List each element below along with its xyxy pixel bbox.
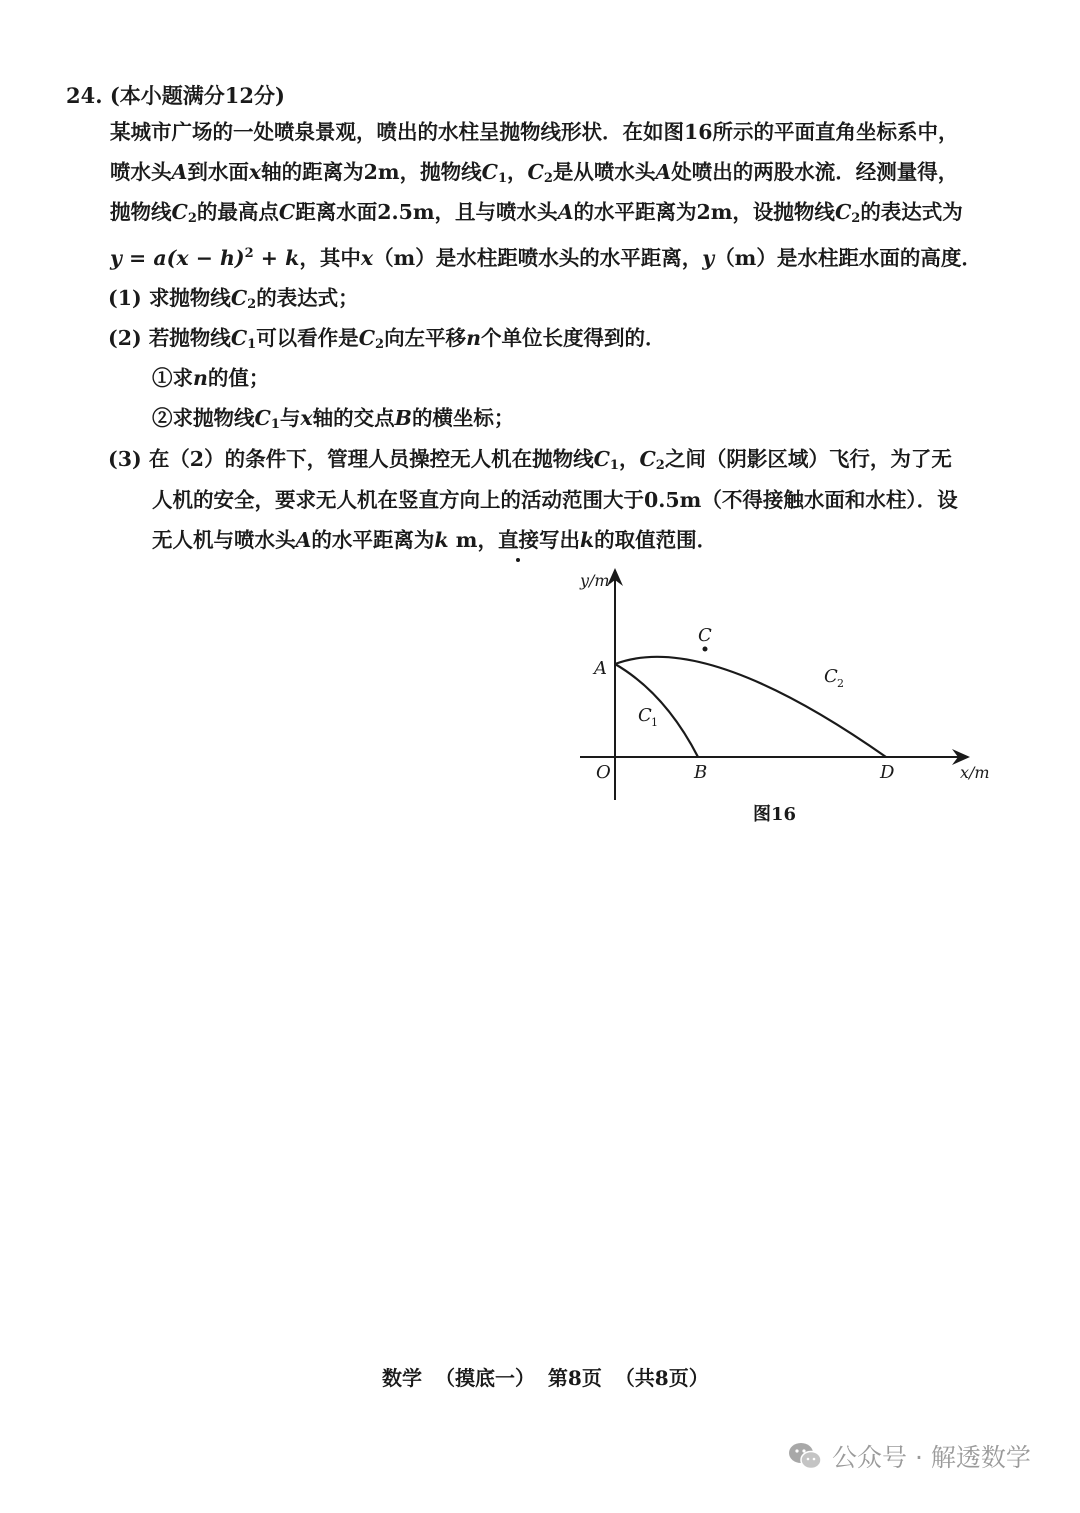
text: 求抛物线	[148, 286, 231, 310]
y-axis-label: y/m	[580, 571, 610, 590]
text: 的值；	[207, 366, 270, 390]
x-axis-label: x/m	[960, 763, 990, 782]
text: 向左平移	[384, 326, 467, 350]
text: 的最高点	[196, 200, 279, 224]
point-d-label: D	[880, 762, 895, 783]
symbol-A: A	[655, 160, 672, 184]
coordinate-figure	[570, 560, 1000, 800]
symbol-C: C	[254, 406, 271, 430]
subscript: 2	[851, 211, 861, 226]
formula: + k	[253, 246, 300, 270]
origin-label: O	[596, 762, 611, 783]
symbol-k: k	[579, 528, 595, 552]
part-label: (1)	[108, 286, 142, 310]
part-1	[108, 284, 359, 319]
intro-line-4	[110, 240, 1020, 272]
intro-line-2	[110, 158, 1020, 193]
text: 的横坐标；	[411, 406, 515, 430]
text: 的表达式为	[860, 200, 963, 224]
text: 若抛物线	[148, 326, 231, 350]
text: 到水面	[187, 160, 249, 184]
symbol-n: n	[466, 326, 481, 350]
text: 在（2）的条件下，管理人员操控无人机在抛物线	[148, 447, 594, 471]
text: 抛物线	[110, 200, 172, 224]
text: 轴的距离为2m，抛物线	[261, 160, 482, 184]
text: 与	[279, 406, 301, 430]
symbol-n: n	[193, 366, 208, 390]
wechat-icon	[788, 1441, 822, 1471]
curve-c2-subscript: 2	[837, 677, 844, 690]
part-2	[108, 324, 665, 359]
text: 无人机与喷水头	[152, 528, 296, 552]
point-b-label: B	[694, 762, 708, 783]
symbol-A: A	[557, 200, 574, 224]
text: 的表达式；	[256, 286, 359, 310]
point-c-label: C	[698, 625, 712, 646]
page-footer: 数学 （摸底一） 第8页 （共8页）	[382, 1366, 709, 1390]
text: 距离水面2.5m，且与喷水头	[295, 200, 558, 224]
text: 人机的安全，要求无人机在竖直方向上的活动范围大于0.5m（不得接触水面和水柱）．设	[152, 488, 958, 512]
symbol-C: C	[593, 447, 610, 471]
subscript: 1	[247, 337, 257, 352]
symbol-A: A	[295, 528, 312, 552]
symbol-C: C	[834, 200, 852, 224]
symbol-C: C	[171, 200, 188, 224]
text: 的水平距离为	[311, 528, 435, 552]
text: ②求抛物线	[152, 406, 255, 430]
text: ，其中	[299, 246, 361, 270]
curve-c2	[615, 657, 886, 757]
symbol-B: B	[394, 406, 412, 430]
symbol-A: A	[171, 160, 188, 184]
symbol-x: x	[300, 406, 313, 430]
symbol-C: C	[481, 160, 498, 184]
curve-c1-label: C	[638, 705, 652, 726]
text: 轴的交点	[312, 406, 395, 430]
text: 的水平距离为2m，设抛物线	[573, 200, 835, 224]
watermark-text: 公众号 · 解透数学	[832, 1443, 1031, 1472]
subscript: 1	[497, 171, 507, 186]
part-2-sub-2	[152, 404, 514, 439]
intro-text: 某城市广场的一处喷泉景观，喷出的水柱呈抛物线形状．在如图16所示的平面直角坐标系中，	[110, 120, 959, 144]
symbol-y: y	[702, 246, 715, 270]
symbol-C: C	[639, 447, 656, 471]
subscript: 2	[543, 171, 553, 186]
point-a-label: A	[594, 658, 607, 679]
part-3-line-1	[108, 445, 952, 480]
part-3-line-3	[152, 526, 717, 554]
text: ，	[506, 160, 528, 184]
watermark	[788, 1438, 1031, 1474]
symbol-k: k	[434, 528, 449, 552]
subscript: 2	[655, 458, 665, 473]
intro-line-3	[110, 198, 1020, 233]
question-header: 24. (本小题满分12分)	[66, 83, 285, 108]
symbol-x: x	[248, 160, 262, 184]
text: 可以看作是	[256, 326, 359, 350]
symbol-x: x	[360, 246, 374, 270]
point-c-dot	[703, 647, 708, 652]
superscript: 2	[244, 246, 254, 261]
text: （m）是水柱距水面的高度．	[714, 246, 982, 270]
part-2-sub-1	[152, 364, 269, 392]
symbol-C: C	[527, 160, 544, 184]
text: ，	[618, 447, 640, 471]
text: 的取值范围．	[594, 528, 718, 552]
text: 是从喷水头	[552, 160, 656, 184]
part-label: (2)	[108, 326, 142, 350]
text: 写出	[538, 528, 580, 552]
text: 喷水头	[110, 160, 172, 184]
subscript: 2	[247, 297, 257, 312]
subscript: 1	[609, 458, 619, 473]
part-3-line-2	[152, 486, 958, 514]
part-label: (3)	[108, 447, 142, 471]
symbol-C: C	[230, 326, 248, 350]
text: 处喷出的两股水流．经测量得，	[671, 160, 959, 184]
subscript: 2	[375, 337, 385, 352]
curve-c1-subscript: 1	[651, 716, 658, 729]
subscript: 1	[270, 417, 280, 432]
text: m，	[448, 528, 498, 552]
subscript: 2	[187, 211, 197, 226]
emphasis-text: 直接	[497, 528, 539, 552]
text: ①求	[152, 366, 193, 390]
text: 个单位长度得到的．	[480, 326, 666, 350]
text: 之间（阴影区域）飞行，为了无	[664, 447, 952, 471]
text: （m）是水柱距喷水头的水平距离，	[373, 246, 703, 270]
symbol-C: C	[230, 286, 248, 310]
curve-c1	[615, 664, 698, 757]
symbol-C: C	[358, 326, 376, 350]
formula: y = a(x − h)	[110, 246, 245, 270]
curve-c2-label: C	[824, 666, 838, 687]
symbol-C-point: C	[278, 200, 296, 224]
figure-caption: 图16	[753, 804, 797, 825]
intro-line-1	[110, 118, 1020, 146]
